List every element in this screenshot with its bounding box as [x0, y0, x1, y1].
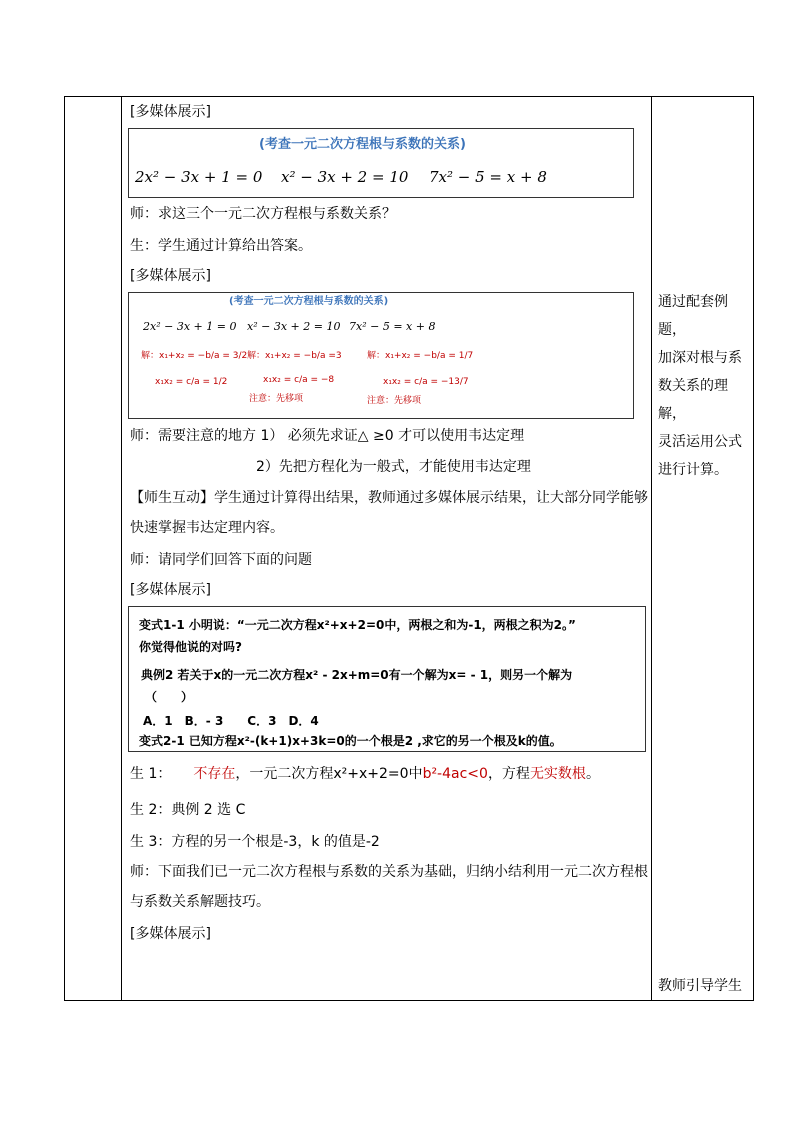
student-2-answer: 生 2：典例 2 选 C — [130, 802, 246, 818]
column-divider-left — [121, 97, 122, 1000]
box2-title: (考查一元二次方程根与系数的关系) — [229, 296, 389, 307]
side-note-line: 通过配套例题， — [658, 294, 728, 338]
sol2-note: 注意：先移项 — [249, 394, 304, 404]
side-note-1 — [658, 288, 750, 484]
media-label: [多媒体展示] — [130, 104, 211, 120]
media-label: [多媒体展示] — [130, 582, 211, 598]
equation-box-1 — [128, 128, 634, 198]
s1-red3: 无实数根 — [529, 766, 586, 782]
student-3-answer: 生 3：方程的另一个根是-3，k 的值是-2 — [130, 834, 380, 850]
box1-eq1: 2x² − 3x + 1 = 0 — [135, 168, 263, 186]
box2-eq3: 7x² − 5 = x + 8 — [349, 320, 436, 333]
sol3-prod: x₁x₂ = c/a = −13/7 — [383, 377, 469, 387]
s1-mid2: ，方程 — [487, 766, 530, 782]
interaction-tag: 【师生互动】 — [130, 490, 214, 506]
s1-end: 。 — [585, 766, 600, 782]
box2-eq1: 2x² − 3x + 1 = 0 — [143, 320, 237, 333]
box1-eq2: x² − 3x + 2 = 10 — [281, 168, 409, 186]
student-answer-1: 生：学生通过计算给出答案。 — [130, 238, 312, 254]
sol2-sum: 解：x₁+x₂ = −b/a =3 — [247, 351, 342, 361]
side-note-line: 加深对根与系 — [658, 350, 742, 366]
interaction-line-1 — [130, 488, 648, 508]
exercise-line-4: （ ） — [145, 690, 194, 704]
sol1-prod: x₁x₂ = c/a = 1/2 — [155, 377, 228, 387]
media-label: [多媒体展示] — [130, 268, 211, 284]
teacher-note-2: 2）先把方程化为一般式，才能使用韦达定理 — [256, 459, 531, 475]
teacher-summary-2: 与系数关系解题技巧。 — [130, 894, 270, 910]
side-note-line: 灵活运用公式 — [658, 434, 742, 450]
solution-box — [128, 292, 634, 419]
s1-prefix: 生 1： — [130, 766, 172, 782]
sol2-prod: x₁x₂ = c/a = −8 — [263, 375, 335, 385]
student-1-answer — [130, 764, 600, 784]
exercise-line-6: 变式2-1 已知方程x²-(k+1)x+3k=0的一个根是2 ,求它的另一个根及k的值。 — [139, 734, 562, 748]
media-label: [多媒体展示] — [130, 926, 211, 942]
teacher-question-1: 师：求这三个一元二次方程根与系数关系？ — [130, 206, 396, 222]
side-note-line: 进行计算。 — [658, 462, 728, 478]
sol3-sum: 解：x₁+x₂ = −b/a = 1/7 — [367, 351, 474, 361]
interaction-text: 学生通过计算得出结果，教师通过多媒体展示结果，让大部分同学能够 — [214, 490, 648, 506]
exercise-box — [128, 606, 646, 752]
exercise-line-2: 你觉得他说的对吗? — [139, 640, 242, 654]
column-divider-right — [651, 97, 652, 1000]
exercise-choices: A．1 B．- 3 C．3 D．4 — [143, 714, 319, 728]
teacher-question-2: 师：请同学们回答下面的问题 — [130, 552, 312, 568]
box1-eq3: 7x² − 5 = x + 8 — [429, 168, 547, 186]
sol3-note: 注意：先移项 — [367, 396, 422, 406]
exercise-line-1: 变式1-1 小明说：“一元二次方程x²+x+2=0中，两根之和为-1，两根之积为2。” — [139, 618, 576, 632]
side-note-line: 数关系的理解， — [658, 378, 728, 422]
sol1-sum: 解：x₁+x₂ = −b/a = 3/2 — [141, 351, 248, 361]
s1-red1: 不存在 — [193, 766, 236, 782]
s1-mid: ，一元二次方程x²+x+2=0中 — [235, 766, 423, 782]
box1-title: (考查一元二次方程根与系数的关系) — [259, 137, 466, 152]
s1-red2: b²-4ac<0 — [422, 766, 488, 782]
interaction-line-2: 快速掌握韦达定理内容。 — [130, 520, 284, 536]
teacher-summary-1: 师：下面我们已一元二次方程根与系数的关系为基础，归纳小结利用一元二次方程根 — [130, 864, 648, 880]
box2-eq2: x² − 3x + 2 = 10 — [247, 320, 341, 333]
teacher-note-1: 师：需要注意的地方 1） 必须先求证△ ≥0 才可以使用韦达定理 — [130, 428, 525, 444]
exercise-line-3: 典例2 若关于x的一元二次方程x² - 2x+m=0有一个解为x= - 1，则另一个解为 — [141, 668, 573, 682]
side-note-2: 教师引导学生 — [658, 978, 742, 994]
